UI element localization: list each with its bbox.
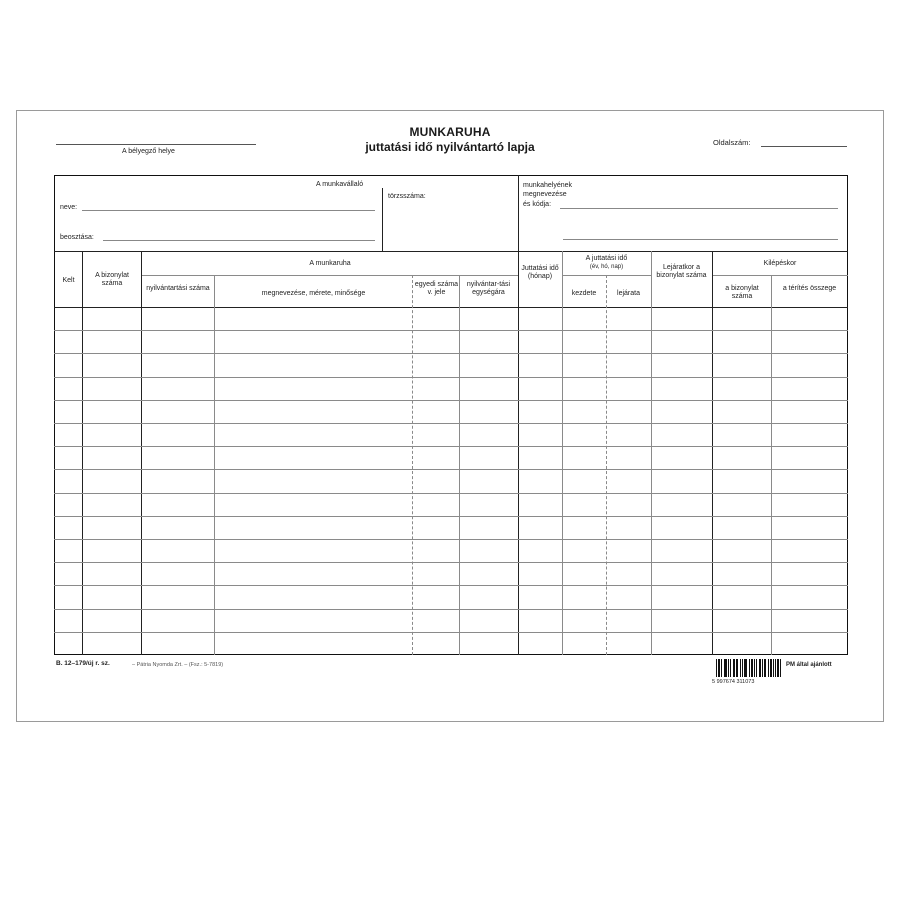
vline-expiry (651, 251, 652, 655)
barcode-bar (746, 659, 747, 677)
barcode-number: 5 997674 311073 (712, 679, 755, 685)
table-row-line (54, 377, 848, 378)
barcode-bar (716, 659, 717, 677)
form-subtitle: juttatási idő nyilvántartó lapja (365, 140, 535, 154)
barcode-bar (771, 659, 772, 677)
form-title: MUNKARUHA (409, 125, 491, 139)
table-row-line (54, 609, 848, 610)
name-field[interactable] (82, 210, 375, 211)
vline-expiry-doc (712, 251, 713, 655)
name-label: neve: (60, 204, 78, 211)
barcode-bar (760, 659, 761, 677)
barcode-bar (780, 659, 781, 677)
vline-kelt (82, 251, 83, 655)
table-frame (54, 175, 848, 655)
header-subline-workwear (141, 275, 518, 276)
barcode-bar (721, 659, 722, 677)
table-row-line (54, 516, 848, 517)
table-row-line (54, 585, 848, 586)
table-row-line (54, 330, 848, 331)
table-row-line (54, 423, 848, 424)
barcode-bar (742, 659, 743, 677)
col-group-exit: Kilépéskor (763, 260, 797, 267)
barcode-bar (756, 659, 757, 677)
col-name-size-quality: megnevezése, mérete, minősége (261, 290, 366, 297)
col-group-allowance-sub: (év, hó, nap) (589, 264, 624, 270)
page-number-field[interactable] (761, 146, 847, 147)
workplace-field-1[interactable] (560, 208, 838, 209)
table-row-line (54, 469, 848, 470)
workplace-label-1: munkahelyének (523, 182, 573, 189)
barcode-bar (728, 659, 729, 677)
barcode-bar (734, 659, 735, 677)
barcode-bar (719, 659, 720, 677)
workplace-label-3: és kódja: (523, 201, 552, 208)
vline-doc (141, 251, 142, 655)
col-group-workwear: A munkaruha (309, 260, 351, 267)
table-row-line (54, 632, 848, 633)
barcode-bar (730, 659, 731, 677)
id-label: törzsszáma: (388, 193, 426, 200)
barcode-bar (752, 659, 753, 677)
table-row-line (54, 353, 848, 354)
position-field[interactable] (103, 240, 375, 241)
col-individual-number: egyedi száma v. jele (414, 281, 459, 296)
col-allowance-period: Juttatási idő (hónap) (521, 265, 559, 280)
workplace-label-2: megnevezése (523, 191, 567, 198)
table-row-line (54, 562, 848, 563)
table-row-line (54, 446, 848, 447)
barcode-bar (765, 659, 766, 677)
employee-divider-1 (382, 188, 383, 251)
vline-start (606, 275, 607, 655)
vline-exit-doc (771, 275, 772, 655)
barcode-bar (737, 659, 738, 677)
col-reimbursement: a térítés összege (782, 285, 837, 292)
stamp-label: A bélyegző helye (122, 148, 175, 155)
col-kelt: Kelt (62, 277, 75, 284)
table-row-line (54, 400, 848, 401)
col-group-allowance: A juttatási idő (585, 255, 628, 262)
vline-registry (214, 275, 215, 655)
employee-divider-2 (518, 175, 519, 251)
vline-individual (459, 275, 460, 655)
employee-section-label: A munkavállaló (316, 181, 364, 188)
col-expiry: lejárata (617, 290, 640, 297)
col-exit-doc-number: a bizonylat száma (725, 285, 759, 300)
col-start: kezdete (571, 290, 597, 297)
barcode-bar (768, 659, 769, 677)
barcode-bar (754, 659, 755, 677)
vline-unit-price (518, 251, 519, 655)
barcode-bar (775, 659, 776, 677)
col-expiry-doc: Lejáratkor a bizonylat száma (656, 264, 707, 279)
table-row-line (54, 539, 848, 540)
col-doc-number: A bizonylat száma (95, 272, 129, 287)
vline-period (562, 251, 563, 655)
vline-name (412, 275, 413, 655)
form-code: B. 12–179/új r. sz. (56, 660, 110, 667)
page-number-label: Oldalszám: (713, 138, 751, 147)
barcode-bar (773, 659, 774, 677)
barcode-bar (762, 659, 763, 677)
header-subline-exit (712, 275, 848, 276)
publisher-info: – Pátria Nyomda Zrt. – (Fsz.: 5-7819) (132, 662, 224, 668)
position-label: beosztása: (60, 234, 94, 241)
barcode (716, 659, 782, 677)
recommended-note: PM által ajánlott (786, 662, 832, 668)
header-bottom-line (54, 307, 848, 308)
barcode-bar (726, 659, 727, 677)
col-registry-unit-price: nyilvántar-tási egységára (466, 281, 511, 296)
barcode-bar (778, 659, 779, 677)
section-separator (54, 251, 848, 252)
col-registry-number: nyilvántartási száma (146, 285, 210, 292)
barcode-bar (749, 659, 750, 677)
barcode-bar (740, 659, 741, 677)
table-row-line (54, 493, 848, 494)
workplace-field-2[interactable] (563, 239, 838, 240)
